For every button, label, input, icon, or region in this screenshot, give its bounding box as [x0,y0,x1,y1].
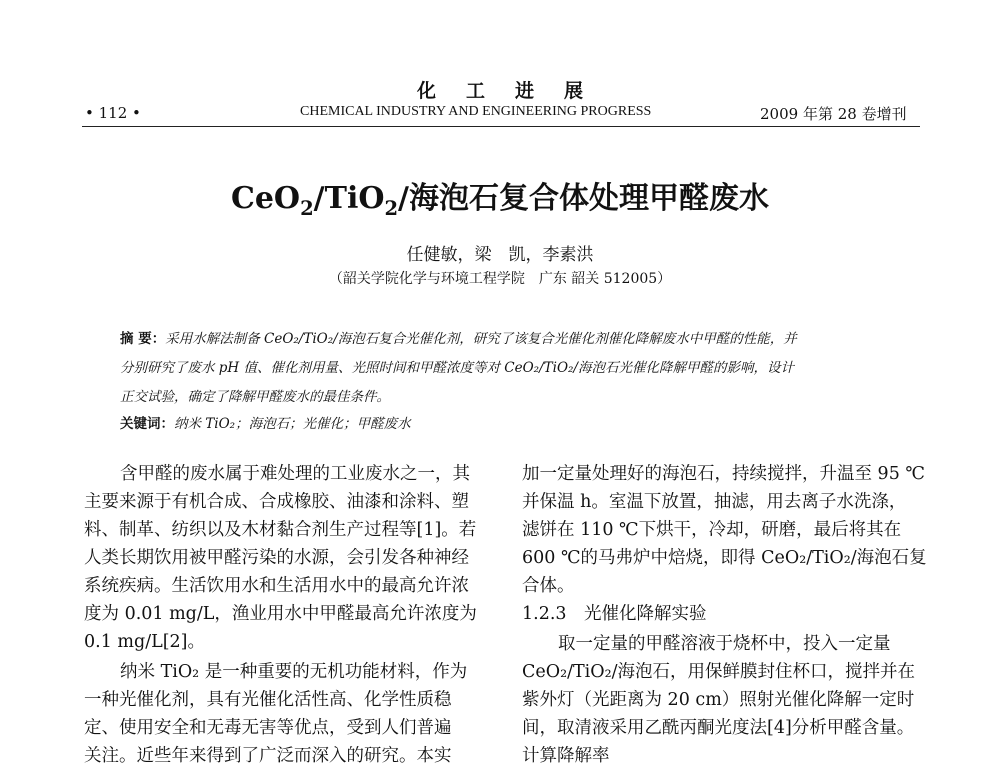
abstract-line-1 [120,327,797,347]
title-tio: /TiO [313,181,385,216]
title-sub-1: 2 [300,197,314,220]
title-ceo: CeO [230,181,301,216]
left-line-4: 人类长期饮用被甲醛污染的水源，会引发各种神经 [84,548,469,568]
left-line-3: 料、制革、纺织以及木材黏合剂生产过程等[1]。若 [84,520,477,540]
right-line-8: CeO₂/TiO₂/海泡石，用保鲜膜封住杯口，搅拌并在 [522,662,916,682]
right-line-5: 合体。 [522,576,575,596]
title-sub-2: 2 [384,197,399,220]
left-line-11: 关注。近些年来得到了广泛而深入的研究。本实 [84,746,452,766]
left-line-5: 系统疾病。生活饮用水和生活用水中的最高允许浓 [84,576,469,596]
right-line-4: 600 ℃的马弗炉中焙烧，即得 CeO₂/TiO₂/海泡石复 [522,548,927,568]
header-rule [82,126,920,127]
abstract-text-1: 采用水解法制备 CeO₂/TiO₂/海泡石复合光催化剂，研究了该复合光催化剂催化降解废水中甲醛的性能，并 [165,331,797,347]
journal-title-en: CHEMICAL INDUSTRY AND ENGINEERING PROGRESS [300,104,652,119]
affiliation: （韶关学院化学与环境工程学院 广东 韶关 512005） [328,271,672,287]
left-line-1: 含甲醛的废水属于难处理的工业废水之一，其 [120,464,470,484]
left-line-8: 纳米 TiO₂ 是一种重要的无机功能材料，作为 [120,662,468,682]
issue-info: 2009 年第 28 卷增刊 [760,105,907,123]
keywords-line [120,412,411,432]
right-line-2: 并保温 h。室温下放置，抽滤，用去离子水洗涤， [522,492,907,512]
right-line-11: 计算降解率 [522,746,610,766]
authors: 任健敏，梁 凯，李素洪 [406,245,594,265]
paper-title [0,173,1000,220]
journal-title-cn: 化工进展 [416,80,613,102]
abstract-line-2: 分别研究了废水 pH 值、催化剂用量、光照时间和甲醛浓度等对 CeO₂/TiO₂/海泡石光催化降解甲醛的影响，设计 [120,360,794,376]
keywords-label: 关键词： [120,416,174,432]
abstract-line-3: 正交试验，确定了降解甲醛废水的最佳条件。 [120,389,390,405]
left-line-10: 定、使用安全和无毒无害等优点，受到人们普遍 [84,718,452,738]
title-rest: /海泡石复合体处理甲醛废水 [398,181,770,216]
left-line-9: 一种光催化剂，具有光催化活性高、化学性质稳 [84,690,452,710]
left-line-6: 度为 0.01 mg/L，渔业用水中甲醛最高允许浓度为 [84,604,477,624]
right-line-7: 取一定量的甲醛溶液于烧杯中，投入一定量 [558,634,891,654]
keywords-text: 纳米 TiO₂；海泡石；光催化；甲醛废水 [174,416,411,432]
left-line-2: 主要来源于有机合成、合成橡胶、油漆和涂料、塑 [84,492,469,512]
left-line-7: 0.1 mg/L[2]。 [84,632,205,652]
right-line-3: 滤饼在 110 ℃下烘干，冷却，研磨，最后将其在 [522,520,902,540]
right-line-10: 间，取清液采用乙酰丙酮光度法[4]分析甲醛含量。 [522,718,915,738]
right-line-9: 紫外灯（光距离为 20 cm）照射光催化降解一定时 [522,690,915,710]
section-heading-1-2-3: 1.2.3 光催化降解实验 [522,604,707,624]
abstract-label: 摘 要： [120,331,166,347]
page-number: • 112 • [85,104,141,122]
right-line-1: 加一定量处理好的海泡石，持续搅拌，升温至 95 ℃ [522,464,925,484]
